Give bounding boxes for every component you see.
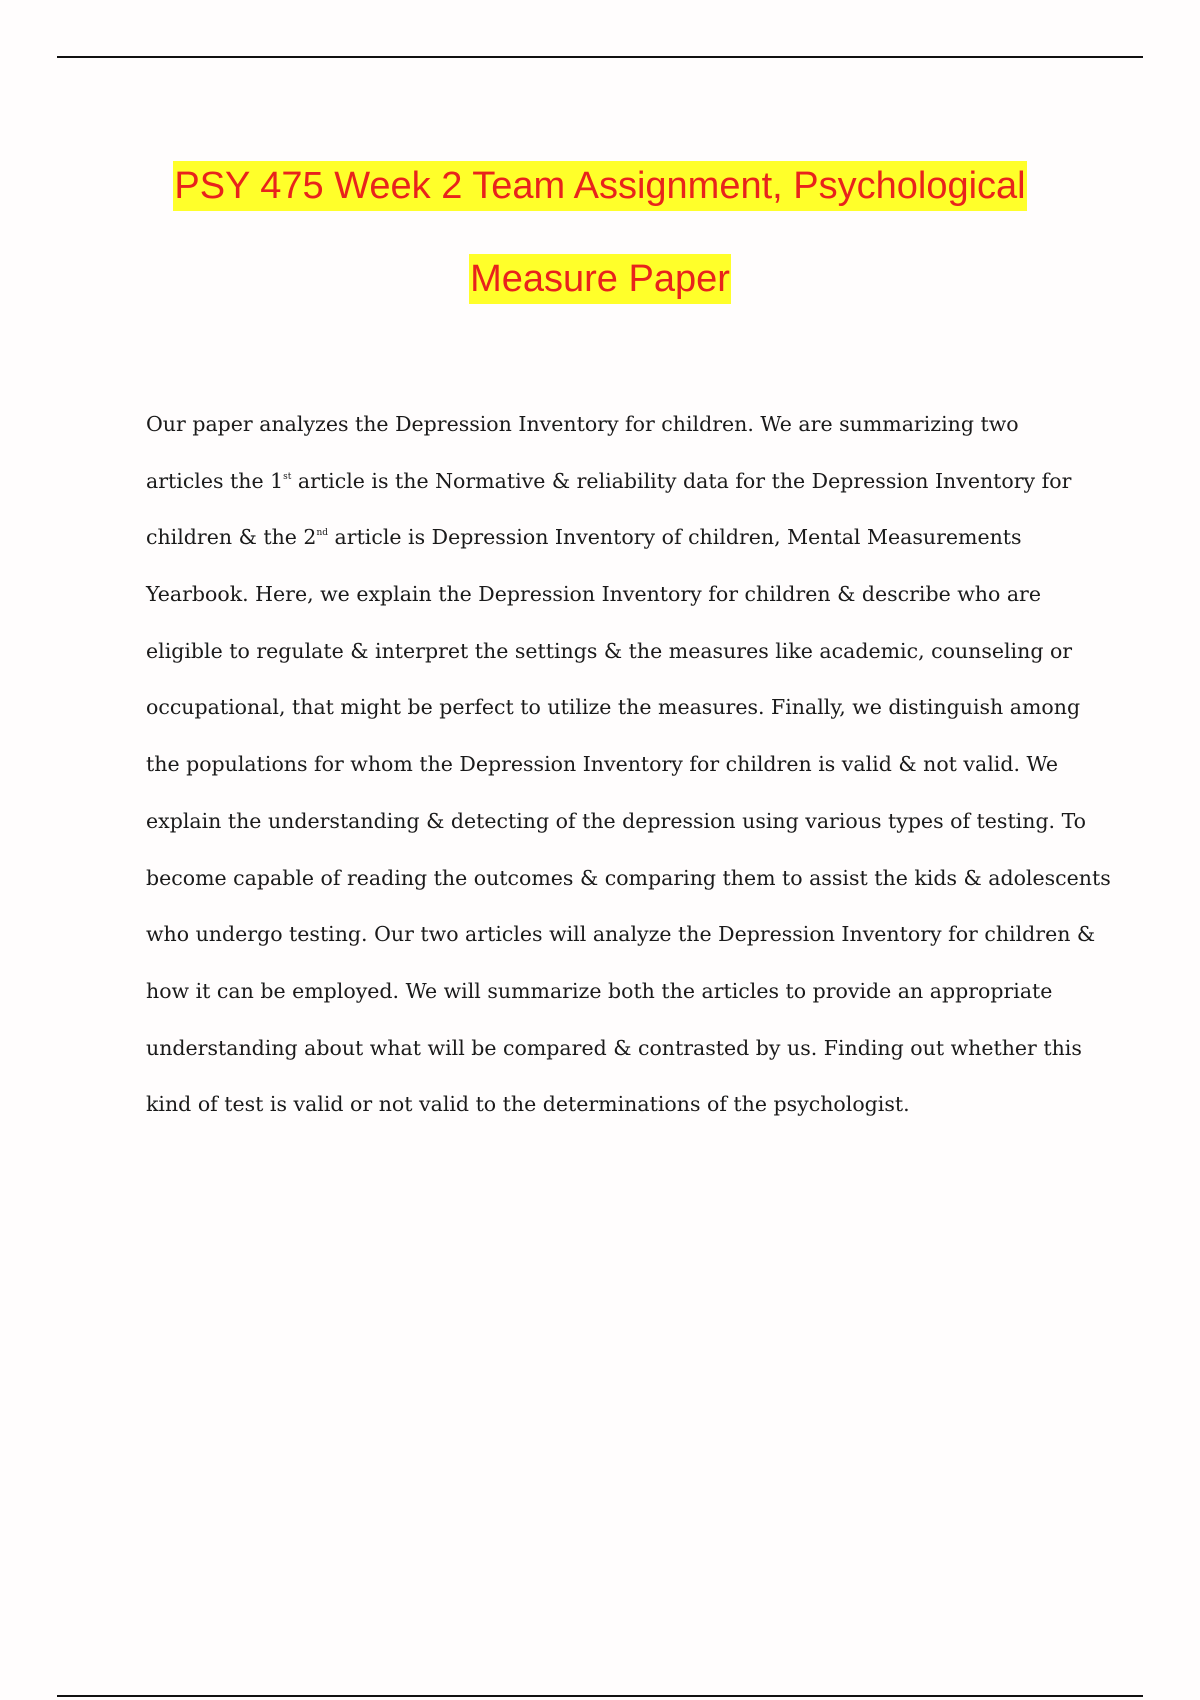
title-line-2-text: Measure Paper — [469, 254, 731, 304]
paragraph-line — [146, 521, 1096, 578]
title-line-1-text: PSY 475 Week 2 Team Assignment, Psychological — [173, 161, 1026, 211]
paragraph-line: occupational, that might be perfect to utilize the measures. Finally, we distinguish among — [146, 695, 1081, 720]
paragraph-line: understanding about what will be compared & contrasted by us. Finding out whether this — [146, 1035, 1082, 1060]
paragraph-line-text: children & the 2 — [146, 525, 317, 550]
paragraph-line: become capable of reading the outcomes & comparing them to assist the kids & adolescents — [146, 865, 1111, 890]
body-paragraph — [146, 408, 1111, 1145]
document-title — [57, 140, 1143, 326]
paragraph-line: Our paper analyzes the Depression Inventory for children. We are summarizing two — [146, 412, 1019, 436]
paragraph-line-text: article is Depression Inventory of children, Mental Measurements — [328, 525, 1022, 550]
paragraph-line: how it can be employed. We will summarize both the articles to provide an appropriate — [146, 978, 1053, 1003]
paragraph-line: kind of test is valid or not valid to the determinations of the psychologist. — [146, 1092, 910, 1117]
bottom-rule — [57, 1695, 1143, 1697]
paragraph-line: eligible to regulate & interpret the settings & the measures like academic, counseling or — [146, 638, 1073, 663]
title-line-1 — [57, 140, 1143, 233]
ordinal-superscript: st — [283, 471, 292, 482]
title-line-2 — [57, 233, 1143, 326]
paragraph-line: Yearbook. Here, we explain the Depression Inventory for children & describe who are — [146, 582, 1041, 607]
paragraph-line-text: article is the Normative & reliability data for the Depression Inventory for — [291, 468, 1072, 493]
paragraph-line — [146, 465, 1096, 522]
paragraph-line-text: articles the 1 — [146, 468, 284, 493]
top-rule — [57, 56, 1143, 58]
ordinal-superscript: nd — [316, 528, 329, 539]
paragraph-line: the populations for whom the Depression Inventory for children is valid & not valid. We — [146, 752, 1059, 777]
paragraph-line: explain the understanding & detecting of the depression using various types of testing. To — [146, 808, 1087, 833]
paragraph-line: who undergo testing. Our two articles will analyze the Depression Inventory for children & — [146, 922, 1096, 947]
